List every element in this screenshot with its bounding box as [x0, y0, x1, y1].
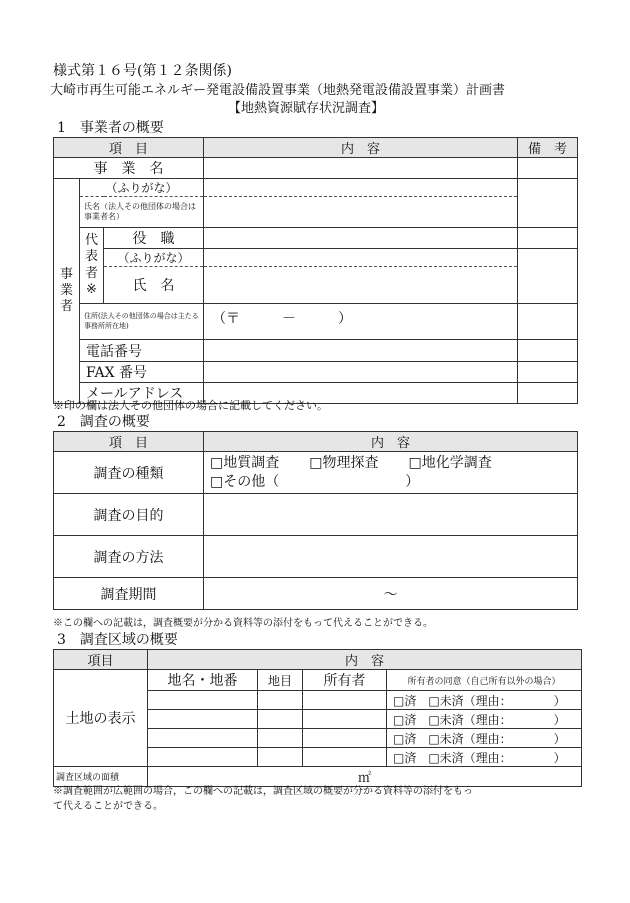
survey-purpose-field[interactable]	[204, 494, 578, 536]
section2-note: ※この欄への記載は，調査概要が分かる資料等の添付をもって代えることができる。	[53, 618, 433, 629]
rep-char: 者	[84, 265, 98, 281]
rep-name-field[interactable]	[204, 267, 518, 304]
lot-field[interactable]	[148, 748, 258, 767]
section3-heading: 3 調査区域の概要	[57, 632, 178, 648]
survey-table	[53, 431, 578, 610]
section1-heading: 1 事業者の概要	[57, 120, 164, 136]
section1-note: ※印の欄は法人その他団体の場合に記載してください。	[53, 399, 328, 412]
consent-field[interactable]: □済 □未済（理由： ）	[387, 710, 582, 729]
owner-field[interactable]	[303, 691, 387, 710]
area-size-label: 調査区域の面積	[54, 767, 148, 787]
operator-table	[53, 137, 578, 404]
operator-char: 者	[59, 299, 73, 315]
document-subtitle: 【地熱資源賦存状況調査】	[228, 101, 385, 116]
survey-purpose-label: 調査の目的	[54, 494, 204, 536]
area-item-header: 項目	[54, 650, 148, 670]
lot-field[interactable]	[148, 710, 258, 729]
furigana-field[interactable]	[204, 179, 518, 197]
name-corp-field[interactable]	[204, 197, 518, 228]
survey-period-field[interactable]: ～	[204, 578, 578, 610]
area-content-header: 内 容	[148, 650, 582, 670]
land-category-field[interactable]	[258, 691, 303, 710]
furigana-label: （ふりがな）	[80, 179, 204, 197]
rep-name-remarks[interactable]	[518, 249, 578, 304]
project-name-label: 事 業 名	[54, 158, 204, 179]
land-category-field[interactable]	[258, 729, 303, 748]
owner-field[interactable]	[303, 729, 387, 748]
col-item-header: 項 目	[54, 138, 204, 158]
operator-char: 業	[59, 282, 73, 298]
address-label: 住所(法人その他団体の場合は主たる事務所所在地)	[80, 304, 204, 340]
rep-title-remarks[interactable]	[518, 228, 578, 249]
area-size-field[interactable]: ㎡	[148, 767, 582, 787]
rep-title-field[interactable]	[204, 228, 518, 249]
fax-remarks[interactable]	[518, 362, 578, 383]
land-category-field[interactable]	[258, 748, 303, 767]
rep-furigana-label: （ふりがな）	[104, 249, 204, 267]
operator-vertical-label	[54, 179, 80, 404]
survey-method-field[interactable]	[204, 536, 578, 578]
survey-content-header: 内 容	[204, 432, 578, 452]
option-geochemistry[interactable]: □地化学調査	[408, 455, 492, 472]
lot-field[interactable]	[148, 691, 258, 710]
land-category-field[interactable]	[258, 710, 303, 729]
phone-label: 電話番号	[80, 340, 204, 362]
owner-header: 所有者	[303, 670, 387, 691]
option-geology[interactable]: □地質調査	[210, 455, 280, 472]
rep-name-label: 氏 名	[104, 267, 204, 304]
name-remarks[interactable]	[518, 179, 578, 228]
section3-note-line2: て代えることができる。	[53, 801, 163, 812]
lot-header: 地名・地番	[148, 670, 258, 691]
option-geophysics[interactable]: □物理探査	[309, 455, 379, 472]
email-remarks[interactable]	[518, 383, 578, 404]
consent-field[interactable]: □済 □未済（理由： ）	[387, 691, 582, 710]
phone-field[interactable]	[204, 340, 518, 362]
rep-furigana-field[interactable]	[204, 249, 518, 267]
section2-heading: 2 調査の概要	[57, 414, 150, 430]
land-label: 土地の表示	[54, 670, 148, 767]
rep-char: 表	[84, 249, 98, 265]
owner-field[interactable]	[303, 710, 387, 729]
survey-period-label: 調査期間	[54, 578, 204, 610]
survey-item-header: 項 目	[54, 432, 204, 452]
document-title: 大崎市再生可能エネルギー発電設備設置事業（地熱発電設備設置事業）計画書	[50, 83, 506, 98]
rep-char: 代	[84, 233, 98, 248]
col-remarks-header: 備 考	[518, 138, 578, 158]
name-corp-label: 氏名（法人その他団体の場合は事業者名）	[80, 197, 204, 228]
rep-char: ※	[86, 281, 97, 297]
survey-type-label: 調査の種類	[54, 452, 204, 494]
rep-title-label: 役 職	[104, 228, 204, 249]
survey-type-options	[204, 452, 578, 494]
address-remarks[interactable]	[518, 304, 578, 340]
project-name-field[interactable]	[204, 158, 518, 179]
consent-field[interactable]: □済 □未済（理由： ）	[387, 748, 582, 767]
col-content-header: 内 容	[204, 138, 518, 158]
rep-vertical-label	[80, 228, 104, 304]
email-label: メールアドレス	[80, 383, 204, 404]
project-name-remarks[interactable]	[518, 158, 578, 179]
land-category-header: 地目	[258, 670, 303, 691]
fax-label: FAX 番号	[80, 362, 204, 383]
consent-field[interactable]: □済 □未済（理由： ）	[387, 729, 582, 748]
survey-method-label: 調査の方法	[54, 536, 204, 578]
section3-note-line1: ※調査範囲が広範囲の場合，この欄への記載は，調査区域の概要が分かる資料等の添付をもっ	[53, 786, 473, 797]
lot-field[interactable]	[148, 729, 258, 748]
fax-field[interactable]	[204, 362, 518, 383]
owner-field[interactable]	[303, 748, 387, 767]
phone-remarks[interactable]	[518, 340, 578, 362]
operator-char: 事	[59, 266, 73, 282]
consent-header: 所有者の同意（自己所有以外の場合）	[387, 670, 582, 691]
area-table	[53, 649, 582, 787]
form-number: 様式第１６号(第１２条関係)	[53, 63, 232, 79]
option-other[interactable]: □その他（ ）	[210, 473, 420, 490]
address-field[interactable]: （〒 － ）	[204, 304, 518, 340]
